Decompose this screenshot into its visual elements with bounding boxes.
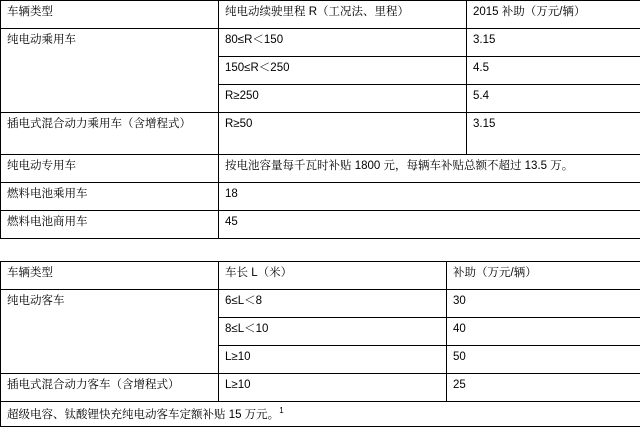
cell-vehicle-type: 插电式混合动力乘用车（含增程式） [1, 113, 219, 155]
cell-range: R≥250 [219, 85, 467, 113]
table-row [1, 29, 640, 57]
cell-vehicle-type: 纯电动客车 [1, 290, 219, 374]
cell-length: 6≤L＜8 [219, 290, 447, 318]
table-note-text: 超级电容、钛酸锂快充纯电动客车定额补贴 15 万元。 [7, 409, 279, 421]
column-header-vehicle-type: 车辆类型 [1, 262, 219, 290]
cell-merged-value: 18 [219, 183, 640, 211]
cell-range: 150≤R＜250 [219, 57, 467, 85]
column-header-subsidy: 补助（万元/辆） [447, 262, 640, 290]
table-gap-divider [0, 239, 640, 261]
cell-length: L≥10 [219, 374, 447, 402]
cell-vehicle-type: 燃料电池乘用车 [1, 183, 219, 211]
table-header-row [1, 262, 640, 290]
cell-subsidy: 40 [447, 318, 640, 346]
cell-subsidy: 25 [447, 374, 640, 402]
table-header-row [1, 1, 640, 29]
cell-vehicle-type: 纯电动乘用车 [1, 29, 219, 113]
cell-length: 8≤L＜10 [219, 318, 447, 346]
cell-subsidy: 3.15 [467, 113, 640, 155]
cell-subsidy: 4.5 [467, 57, 640, 85]
cell-subsidy: 50 [447, 346, 640, 374]
table-row [1, 113, 640, 155]
cell-vehicle-type: 插电式混合动力客车（含增程式） [1, 374, 219, 402]
cell-vehicle-type: 纯电动专用车 [1, 155, 219, 183]
column-header-range: 纯电动续驶里程 R（工况法、里程） [219, 1, 467, 29]
cell-merged-note: 按电池容量每千瓦时补贴 1800 元，每辆车补贴总额不超过 13.5 万。 [219, 155, 640, 183]
table-row [1, 155, 640, 183]
cell-vehicle-type: 燃料电池商用车 [1, 211, 219, 239]
cell-subsidy: 5.4 [467, 85, 640, 113]
table-row [1, 183, 640, 211]
cell-subsidy: 30 [447, 290, 640, 318]
column-header-length: 车长 L（米） [219, 262, 447, 290]
table-row [1, 374, 640, 402]
table-note [1, 402, 640, 427]
table-row [1, 290, 640, 318]
cell-merged-value: 45 [219, 211, 640, 239]
table-row [1, 211, 640, 239]
cell-length: L≥10 [219, 346, 447, 374]
cell-range: R≥50 [219, 113, 467, 155]
column-header-subsidy: 2015 补助（万元/辆） [467, 1, 640, 29]
column-header-vehicle-type: 车辆类型 [1, 1, 219, 29]
subsidy-table-bus [0, 261, 640, 427]
table-note-row [1, 402, 640, 427]
cell-range: 80≤R＜150 [219, 29, 467, 57]
table-note-superscript: 1 [279, 406, 283, 415]
cell-subsidy: 3.15 [467, 29, 640, 57]
